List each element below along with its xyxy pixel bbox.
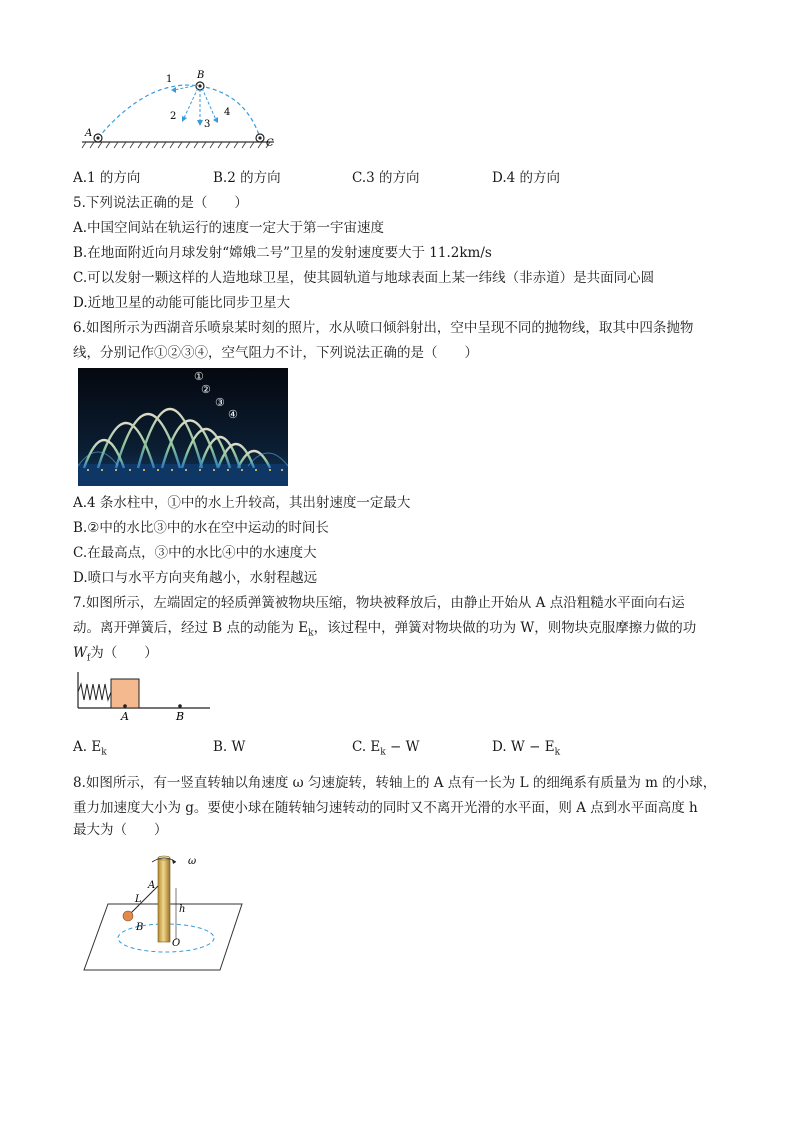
q5-option-c[interactable]: C.可以发射一颗这样的人造地球卫星，使其圆轨道与地球表面上某一纬线（非赤道）是共面同心圆 bbox=[73, 270, 655, 286]
q5-stem: 5.下列说法正确的是（ ） bbox=[73, 195, 248, 211]
projectile-arc-figure bbox=[78, 68, 278, 154]
q6-stem-line-1: 6.如图所示为西湖音乐喷泉某时刻的照片，水从喷口倾斜射出，空中呈现不同的抛物线，取其中四条抛物 bbox=[73, 320, 694, 336]
fountain-photo bbox=[78, 368, 288, 486]
shaft bbox=[158, 858, 170, 942]
label-point-a: A bbox=[148, 880, 156, 891]
q5-option-d[interactable]: D.近地卫星的动能可能比同步卫星大 bbox=[73, 295, 291, 311]
q7-option-c[interactable]: C. $E_k - W$ bbox=[352, 739, 420, 758]
label-dir-2: 2 bbox=[170, 111, 177, 122]
q5-option-b[interactable]: B.在地面附近向月球发射“嫦娥二号”卫星的发射速度要大于 11.2km/s bbox=[73, 245, 492, 261]
q6-option-a[interactable]: A.4 条水柱中，①中的水上升较高，其出射速度一定最大 bbox=[73, 495, 411, 511]
q4-option-a[interactable]: A.1 的方向 bbox=[73, 170, 141, 186]
label-point-a: A bbox=[121, 710, 129, 723]
rotating-shaft-figure bbox=[80, 852, 248, 974]
q7-option-a[interactable]: A. $E_k$ bbox=[73, 739, 107, 758]
label-point-c: C bbox=[266, 138, 274, 149]
label-dir-4: 4 bbox=[224, 107, 231, 118]
q4-option-d[interactable]: D.4 的方向 bbox=[492, 170, 561, 186]
photo-label-3: ③ bbox=[215, 396, 225, 409]
q5-option-a[interactable]: A.中国空间站在轨运行的速度一定大于第一宇宙速度 bbox=[73, 220, 385, 236]
label-length-l: L bbox=[135, 894, 142, 905]
label-height-h: h bbox=[179, 904, 186, 915]
label-point-b: B bbox=[197, 70, 205, 81]
label-dir-1: 1 bbox=[166, 74, 173, 85]
photo-label-4: ④ bbox=[228, 408, 238, 421]
q8-stem-line-2: 重力加速度大小为 g。要使小球在随转轴匀速转动的同时又不离开光滑的水平面，则 A 点到水平面高度 h bbox=[73, 800, 698, 816]
label-omega: ω bbox=[188, 856, 197, 867]
label-point-o: O bbox=[172, 938, 181, 949]
label-point-b: B bbox=[176, 710, 185, 723]
q6-stem-line-2: 线，分别记作①②③④，空气阻力不计，下列说法正确的是（ ） bbox=[73, 345, 478, 361]
q7-stem-line-3: $W_f$为（ ） bbox=[73, 645, 158, 664]
label-dir-3: 3 bbox=[204, 119, 211, 130]
q4-option-b[interactable]: B.2 的方向 bbox=[213, 170, 281, 186]
q7-option-d[interactable]: D. $W - E_k$ bbox=[492, 739, 561, 758]
q7-stem-line-1: 7.如图所示，左端固定的轻质弹簧被物块压缩，物块被释放后，由静止开始从 A 点沿粗糙水平面向右运 bbox=[73, 595, 685, 611]
photo-label-1: ① bbox=[194, 370, 204, 383]
q8-stem-line-1: 8.如图所示，有一竖直转轴以角速度 ω 匀速旋转，转轴上的 A 点有一长为 L 的细绳系有质量为 m 的小球， bbox=[73, 775, 717, 791]
q6-option-c[interactable]: C.在最高点，③中的水比④中的水速度大 bbox=[73, 545, 317, 561]
q6-option-d[interactable]: D.喷口与水平方向夹角越小，水射程越远 bbox=[73, 570, 318, 586]
spring-block-figure bbox=[74, 668, 214, 724]
q6-option-b[interactable]: B.②中的水比③中的水在空中运动的时间长 bbox=[73, 520, 329, 536]
trajectory-curve bbox=[98, 85, 260, 138]
label-point-a: A bbox=[85, 128, 93, 139]
q4-option-c[interactable]: C.3 的方向 bbox=[352, 170, 420, 186]
q7-stem-line-2: 动。离开弹簧后，经过 B 点的动能为 $E_k$，该过程中，弹簧对物块做的功为 W，则物块克服摩擦力做的功 bbox=[73, 620, 697, 639]
photo-label-2: ② bbox=[201, 383, 211, 396]
block bbox=[111, 679, 139, 708]
q8-stem-line-3: 最大为（ ） bbox=[73, 822, 168, 838]
ball bbox=[123, 911, 133, 921]
label-point-b: B bbox=[136, 922, 144, 933]
q7-option-b[interactable]: B. W bbox=[213, 739, 246, 755]
spring bbox=[78, 684, 111, 700]
